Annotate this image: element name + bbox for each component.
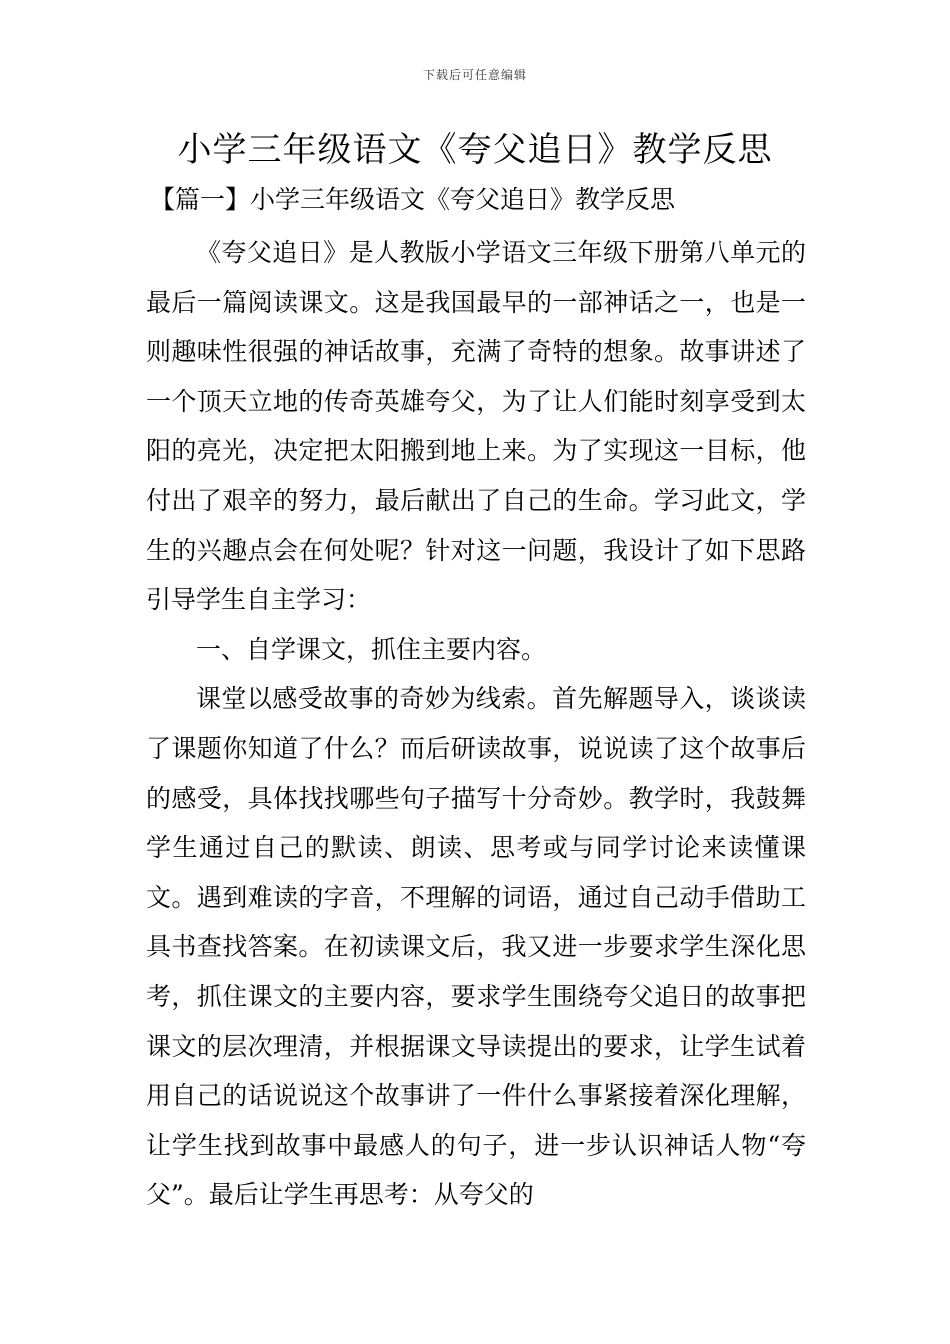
document-body [146, 228, 806, 1220]
paragraph: 一、自学课文，抓住主要内容。 [196, 634, 547, 664]
paragraph: 《夸父追日》是人教版小学语文三年级下册第八单元的最后一篇阅读课文。这是我国最早的一部神话之一，也是一则趣味性很强的神话故事，充满了奇特的想象。故事讲述了一个顶天立地的传奇英雄夸父，为了让人们能时刻享受到太阳的亮光，决定把太阳搬到地上来。为了实现这一目标，他付出了艰辛的努力，最后献出了自己的生命。学习此文，学生的兴趣点会在何处呢？针对这一问题，我设计了如下思路引导学生自主学习： [146, 238, 806, 615]
document-title: 小学三年级语文《夸父追日》教学反思 [177, 130, 773, 170]
header-note: 下载后可任意编辑 [422, 68, 527, 82]
paragraph: 课堂以感受故事的奇妙为线索。首先解题导入，谈谈读了课题你知道了什么？而后研读故事，说说读了这个故事后的感受，具体找找哪些句子描写十分奇妙。教学时，我鼓舞学生通过自己的默读、朗读、思考或与同学讨论来读懂课文。遇到难读的字音，不理解的词语，通过自己动手借助工具书查找答案。在初读课文后，我又进一步要求学生深化思考，抓住课文的主要内容，要求学生围绕夸父追日的故事把课文的层次理清，并根据课文导读提出的要求，让学生试着用自己的话说说这个故事讲了一件什么事紧接着深化理解，让学生找到故事中最感人的句子，进一步认识神话人物“夸父”。最后让学生再思考：从夸父的 [146, 684, 806, 1210]
section-heading: 【篇一】小学三年级语文《夸父追日》教学反思 [150, 185, 676, 214]
